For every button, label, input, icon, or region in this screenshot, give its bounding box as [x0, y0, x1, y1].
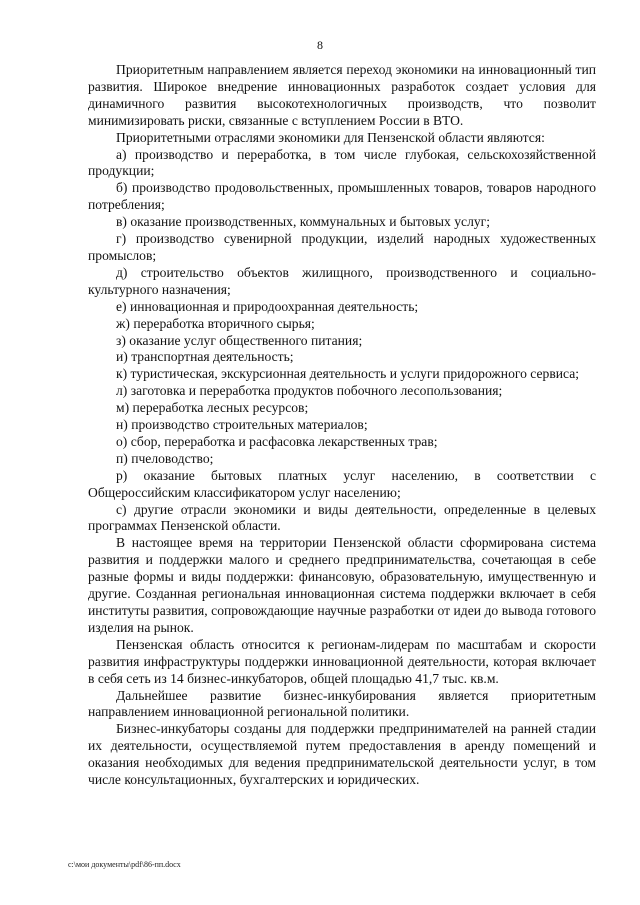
page-number: 8 [317, 38, 323, 52]
list-item-d: д) строительство объектов жилищного, производственного и социально-культурного назначения; [88, 264, 596, 297]
paragraph-infrastructure-leader: Пензенская область относится к регионам-лидерам по масштабам и скорости развития инфраструктуры поддержки инновационной деятельности, которая включает в себя сеть из 14 бизнес-инкубаторов, общей площадью 41,7 тыс. кв.м. [88, 636, 596, 686]
list-item-z: з) оказание услуг общественного питания; [116, 332, 363, 348]
list-item-m: м) переработка лесных ресурсов; [116, 400, 309, 416]
list-item-zh: ж) переработка вторичного сырья; [116, 315, 315, 331]
document-body [88, 62, 596, 789]
paragraph-priority-sectors-intro: Приоритетными отраслями экономики для Пензенской области являются: [116, 129, 545, 145]
list-item-e: е) инновационная и природоохранная деятельность; [116, 298, 419, 314]
list-item-r: р) оказание бытовых платных услуг населению, в соответствии с Общероссийским классификатором услуг населению; [88, 467, 596, 500]
paragraph-incubation-priority: Дальнейшее развитие бизнес-инкубирования является приоритетным направлением инновационной региональной политики. [88, 687, 596, 720]
paragraph-incubators-purpose: Бизнес-инкубаторы созданы для поддержки предпринимателей на ранней стадии их деятельности, осуществляемой путем предоставления в аренду помещений и оказания необходимых для ведения предпринимательской деятельности услуг, в том числе консультационных, бухгалтерских и юридических. [88, 721, 596, 788]
paragraph-support-system: В настоящее время на территории Пензенской области сформирована система развития и поддержки малого и среднего предпринимательства, сочетающая в себе разные формы и виды поддержки: финансовую, образовательную, имущественную и другие. Созданная региональная инновационная система поддержки включает в себя институты развития, сопровождающие научные разработки от идеи до вывода готового изделия на рынок. [88, 535, 596, 635]
list-item-g: г) производство сувенирной продукции, изделий народных художественных промыслов; [88, 231, 596, 263]
list-item-n: н) производство строительных материалов; [116, 417, 368, 433]
list-item-i: и) транспортная деятельность; [116, 349, 294, 365]
list-item-s: с) другие отрасли экономики и виды деятельности, определенные в целевых программах Пензенской области. [88, 501, 596, 534]
list-item-l: л) заготовка и переработка продуктов побочного лесопользования; [116, 383, 503, 399]
list-item-b: б) производство продовольственных, промышленных товаров, товаров народного потребления; [88, 180, 596, 213]
list-item-p: п) пчеловодство; [116, 450, 214, 466]
list-item-v: в) оказание производственных, коммунальных и бытовых услуг; [116, 214, 490, 230]
list-item-k: к) туристическая, экскурсионная деятельность и услуги придорожного сервиса; [116, 366, 580, 382]
paragraph-innovation-priority: Приоритетным направлением является переход экономики на инновационный тип развития. Широкое внедрение инновационных разработок создает условия для динамичного развития высокотехнологичных производств, что позволит минимизировать риски, связанные с вступлением России в ВТО. [88, 62, 596, 128]
list-item-o: о) сбор, переработка и расфасовка лекарственных трав; [116, 433, 438, 449]
list-item-a: а) производство и переработка, в том числе глубокая, сельскохозяйственной продукции; [88, 146, 596, 179]
footer-file-path: c:\мои документы\pdf\86-пп.docx [68, 860, 181, 869]
